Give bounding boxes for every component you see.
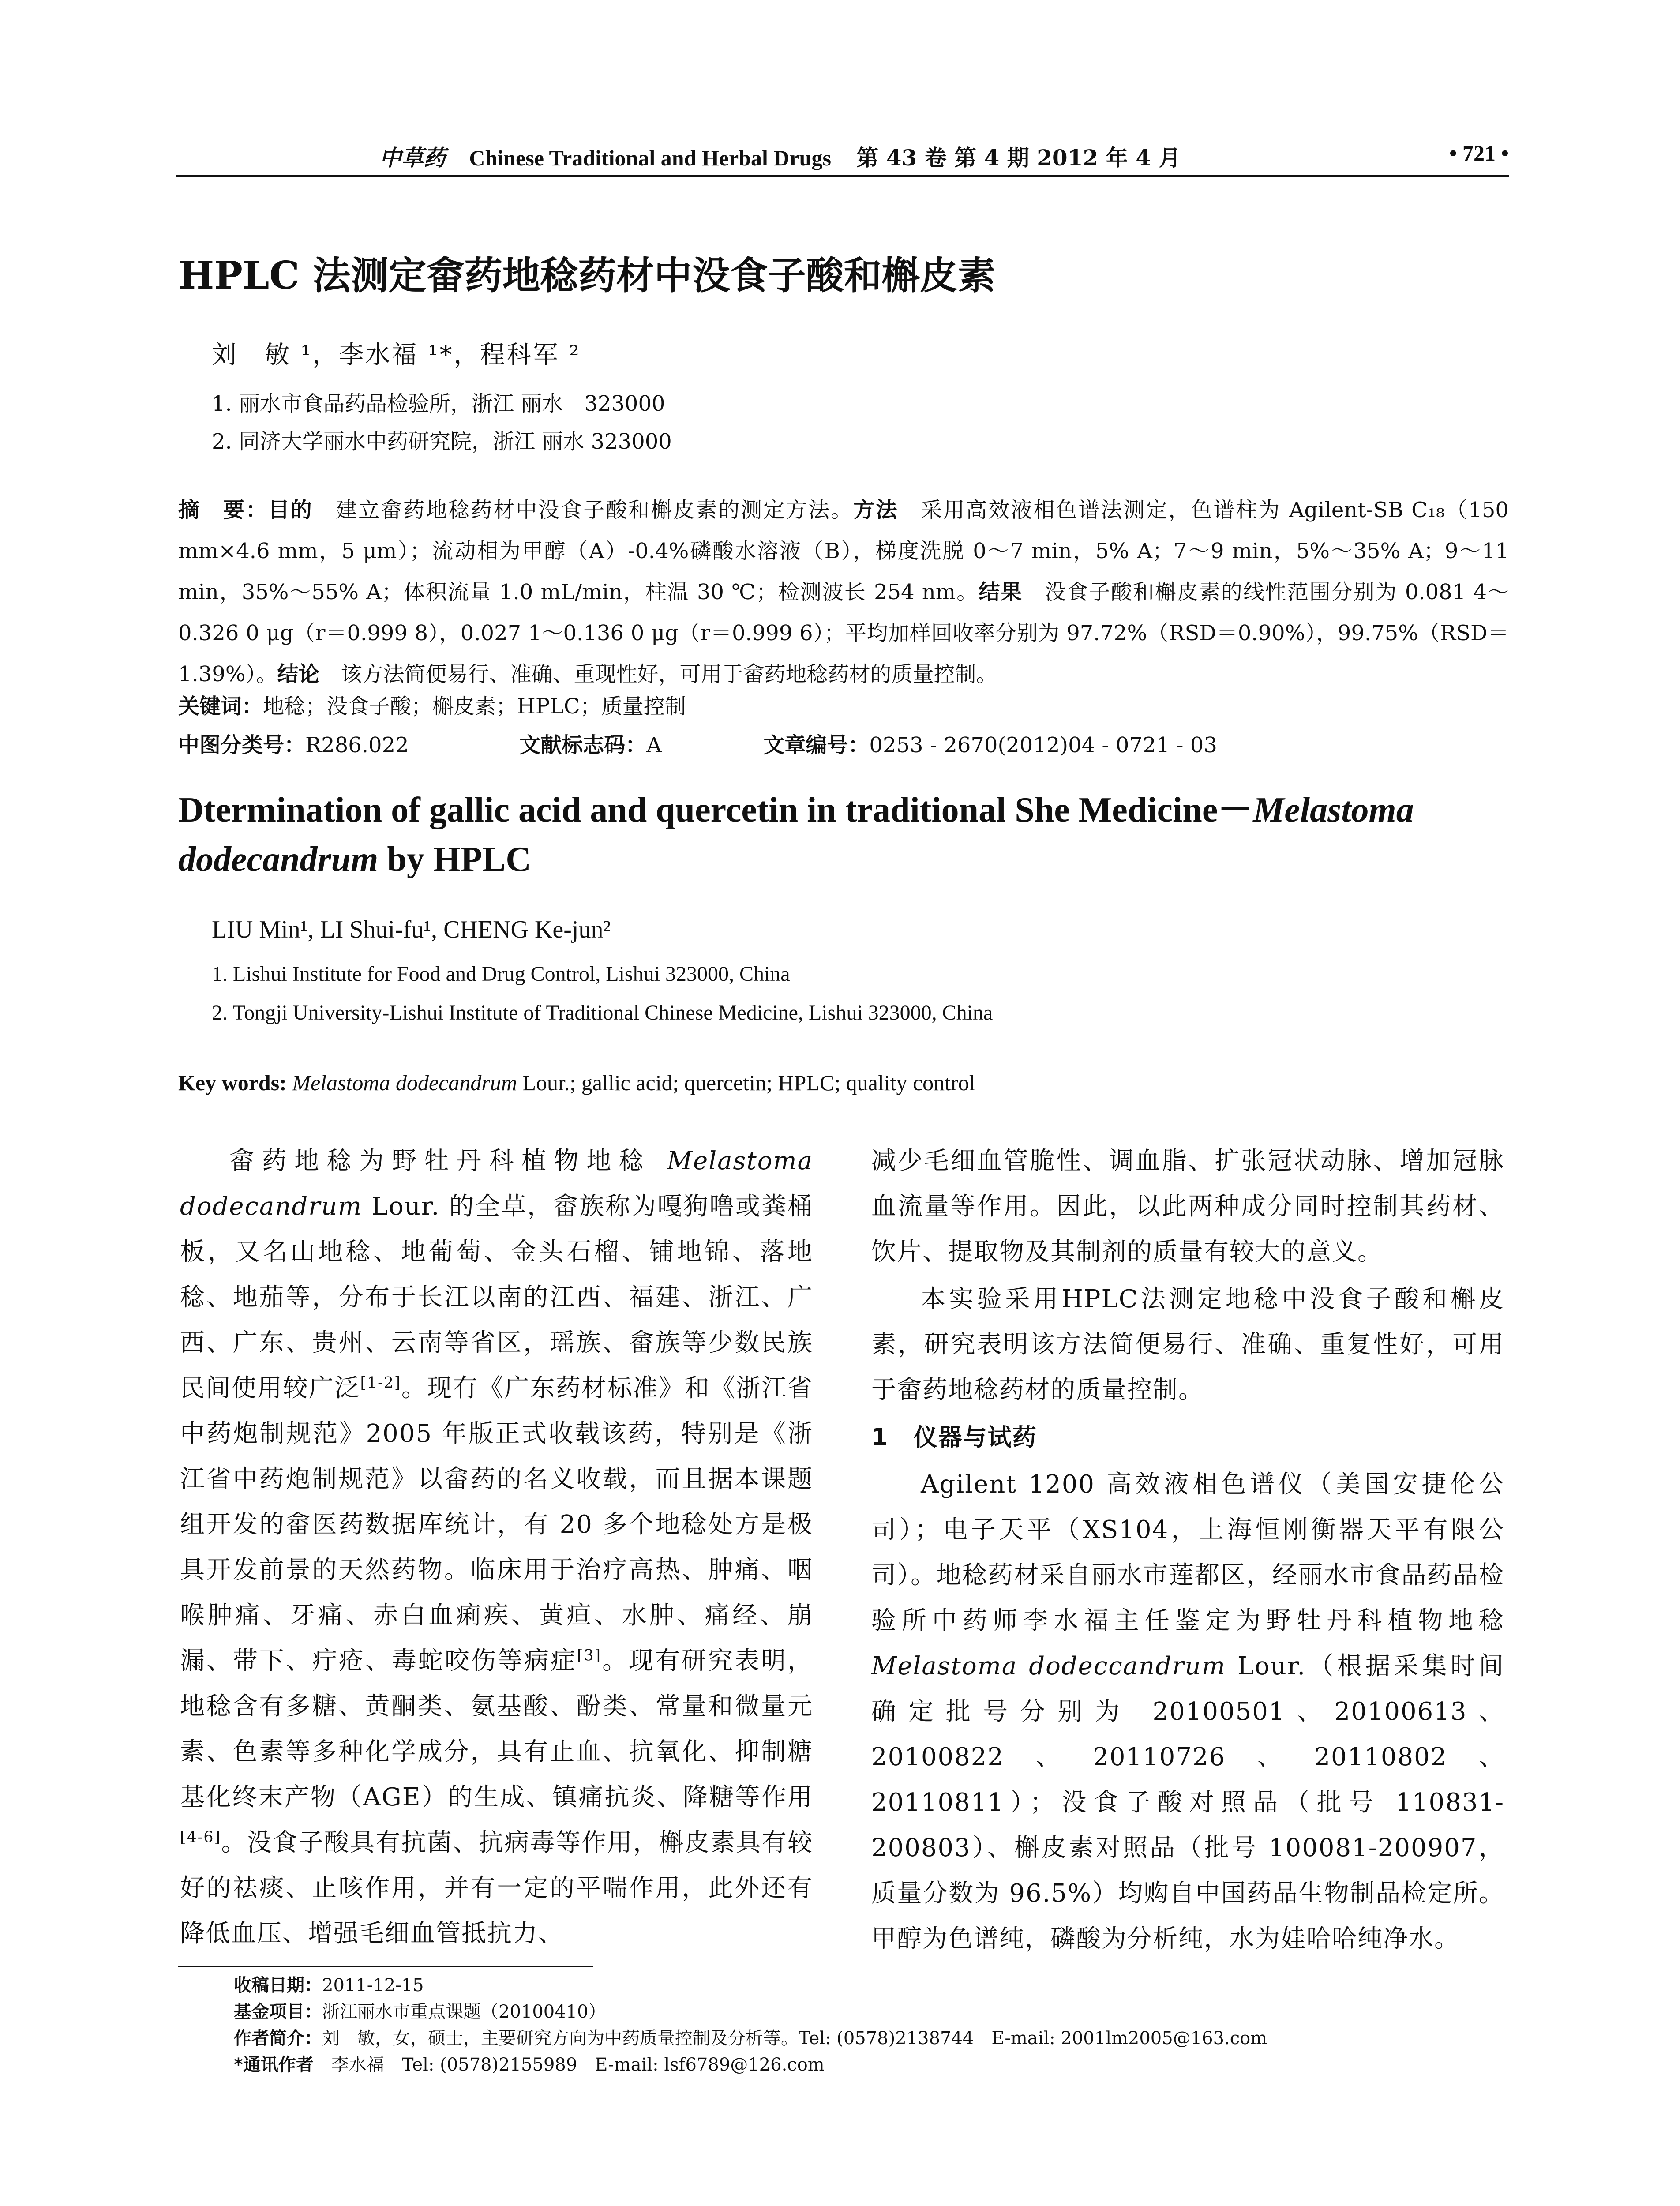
footnote-text: 李水福 Tel: (0578)2155989 E-mail: lsf6789@126.com xyxy=(313,2055,825,2075)
body-text: 。现有《广东药材标准》和《浙江省中药炮制规范》2005 年版正式收载该药，特别是《浙江省中药炮制规范》以畲药的名义收载，而且据本课题组开发的畲医药数据库统计，有 20 多个地稔处方是极具开发前景的天然药物。临床用于治疗高热、肿痛、咽喉肿痛、牙痛、赤白血痢疾、黄疸、水肿、痛经、崩漏、带下、疔疮、毒蛇咬伤等病症 xyxy=(180,1374,814,1675)
title-en-tail: by HPLC xyxy=(378,840,532,879)
journal-header xyxy=(379,140,1181,172)
footnote-text: 刘 敏，女，硕士，主要研究方向为中药质量控制及分析等。Tel: (0578)2138744 E-mail: 2001lm2005@163.com xyxy=(322,2028,1268,2048)
title-en-species: Melastoma dodecandrum xyxy=(178,791,1414,879)
body-text: 。没食子酸具有抗菌、抗病毒等作用，槲皮素具有较好的祛痰、止咳作用，并有一定的平喘作用，此外还有降低血压、增强毛细血管抵抗力、 xyxy=(180,1828,813,1948)
citation-ref: [4-6] xyxy=(180,1828,221,1846)
species-name: Melastoma dodecandrum xyxy=(180,1147,813,1221)
doc-code-label: 文献标志码： xyxy=(519,733,647,758)
body-paragraph: 减少毛细血管脆性、调血脂、扩张冠状动脉、增加冠脉血流量等作用。因此，以此两种成分同时控制其药材、饮片、提取物及其制剂的质量有较大的意义。 xyxy=(871,1147,1504,1266)
title-cn: HPLC 法测定畲药地稔药材中没食子酸和槲皮素 xyxy=(178,253,996,298)
clc-label: 中图分类号： xyxy=(178,733,306,758)
affiliation-en-2: 2. Tongji University-Lishui Institute of Traditional Chinese Medicine, Lishui 323000, China xyxy=(212,1001,993,1024)
section-heading: 1 仪器与试药 xyxy=(871,1423,1037,1451)
method-text: 采用高效液相色谱法测定，色谱柱为 Agilent-SB C₁₈（150 mm×4.6 mm，5 μm）；流动相为甲醇（A）-0.4%磷酸水溶液（B），梯度洗脱 0～7 min，5% A；7～9 min，5%～35% A；9～11 min，35%～55% A；体积流量 1.0 mL/min，柱温 30 ℃；检测波长 254 nm。 xyxy=(178,498,1509,604)
footnote-received xyxy=(234,1972,1267,1999)
citation-ref: [3] xyxy=(577,1647,602,1665)
footnote-fund xyxy=(234,1999,1267,2025)
footnote-label: *通讯作者 xyxy=(234,2055,314,2075)
keywords-cn-text: 地稔；没食子酸；槲皮素；HPLC；质量控制 xyxy=(263,694,686,719)
body-text: Agilent 1200 高效液相色谱仪（美国安捷伦公司）；电子天平（XS104，上海恒刚衡器天平有限公司）。地稔药材采自丽水市莲都区，经丽水市食品药品检验所中药师李水福主任鉴定为野牡丹科植物地稔 xyxy=(871,1470,1504,1635)
abstract xyxy=(178,490,1509,695)
footnote-corresponding xyxy=(234,2052,1267,2078)
keywords-en xyxy=(178,1070,975,1095)
clc-value: R286.022 xyxy=(305,733,409,758)
body-paragraph xyxy=(871,1462,1504,1962)
footnote-label: 收稿日期： xyxy=(234,1975,322,1996)
footnote-author-bio xyxy=(234,2025,1267,2052)
authors-cn: 刘 敏 ¹，李水福 ¹*，程科军 ² xyxy=(212,341,581,369)
footnote-rule xyxy=(178,1966,593,1967)
species-name: Melastoma dodeccandrum xyxy=(871,1652,1226,1681)
conclusion-text: 该方法简便易行、准确、重现性好，可用于畲药地稔药材的质量控制。 xyxy=(319,662,998,687)
article-no-value: 0253 - 2670(2012)04 - 0721 - 03 xyxy=(869,733,1217,758)
title-en xyxy=(178,785,1511,884)
affiliation-cn-1: 1. 丽水市食品药品检验所，浙江 丽水 323000 xyxy=(212,391,665,416)
journal-logo: 中草药 xyxy=(379,145,446,171)
affiliation-cn-2: 2. 同济大学丽水中药研究院，浙江 丽水 323000 xyxy=(212,429,672,454)
body-paragraph: 本实验采用HPLC法测定地稔中没食子酸和槲皮素，研究表明该方法简便易行、准确、重复性好，可用于畲药地稔药材的质量控制。 xyxy=(871,1285,1504,1404)
header-rule xyxy=(176,175,1509,177)
keywords-cn xyxy=(178,689,686,720)
abstract-label: 摘 要： xyxy=(178,498,269,522)
result-text: 没食子酸和槲皮素的线性范围分别为 0.081 4～0.326 0 μg（r＝0.999 8），0.027 1～0.136 0 μg（r＝0.999 6）；平均加样回收率分别为 97.72%（RSD＝0.90%），99.75%（RSD＝1.39%）。 xyxy=(178,580,1509,687)
keywords-en-text: Lour.; gallic acid; quercetin; HPLC; quality control xyxy=(517,1070,975,1095)
authors-en: LIU Min¹, LI Shui-fu¹, CHENG Ke-jun² xyxy=(212,916,611,943)
journal-issue: 第 43 卷 第 4 期 2012 年 4 月 xyxy=(856,145,1181,171)
classification-line xyxy=(178,728,1217,758)
keywords-en-species: Melastoma dodecandrum xyxy=(292,1070,517,1095)
keywords-cn-label: 关键词： xyxy=(178,694,263,719)
doc-code-value: A xyxy=(646,733,662,758)
body-text: 。现有研究表明，地稔含有多糖、黄酮类、氨基酸、酚类、常量和微量元素、色素等多种化学成分，具有止血、抗氧化、抑制糖基化终末产物（AGE）的生成、镇痛抗炎、降糖等作用 xyxy=(180,1647,814,1812)
objective-label: 目的 xyxy=(268,498,314,522)
footnote-text: 2011-12-15 xyxy=(322,1975,424,1996)
journal-name: Chinese Traditional and Herbal Drugs xyxy=(469,146,831,170)
running-header xyxy=(176,140,1509,176)
result-label: 结果 xyxy=(979,580,1023,604)
article-no-label: 文章编号： xyxy=(763,733,870,758)
body-column-right xyxy=(871,1138,1504,1962)
body-text: Lour.（根据采集时间确定批号分别为 20100501、20100613、20100822、20110726、20110802、20110811）；没食子酸对照品（批号 110831-200803）、槲皮素对照品（批号 100081-200907，质量分数为 96.5%）均购自中国药品生物制品检定所。甲醇为色谱纯，磷酸为分析纯，水为娃哈哈纯净水。 xyxy=(871,1652,1504,1953)
method-label: 方法 xyxy=(853,498,899,522)
page-number: • 721 • xyxy=(1449,141,1509,165)
footnotes xyxy=(234,1972,1267,2078)
keywords-en-label: Key words: xyxy=(178,1070,287,1095)
footnote-text: 浙江丽水市重点课题（20100410） xyxy=(322,2002,606,2022)
body-paragraph xyxy=(180,1138,813,1956)
conclusion-label: 结论 xyxy=(277,662,320,687)
affiliation-en-1: 1. Lishui Institute for Food and Drug Control, Lishui 323000, China xyxy=(212,962,790,986)
objective-text: 建立畲药地稔药材中没食子酸和槲皮素的测定方法。 xyxy=(313,498,854,522)
body-text: 畲药地稔为野牡丹科植物地稔 xyxy=(229,1147,667,1175)
citation-ref: [1-2] xyxy=(360,1374,401,1392)
footnote-label: 基金项目： xyxy=(234,2002,322,2022)
title-en-main: Dtermination of gallic acid and quercetin in traditional She Medicine－ xyxy=(178,791,1253,829)
body-text: Lour. 的全草，畲族称为嘎狗噜或粪桶板，又名山地稔、地葡萄、金头石榴、铺地锦、落地稔、地茄等，分布于长江以南的江西、福建、浙江、广西、广东、贵州、云南等省区，瑶族、畲族等少数民族民间使用较广泛 xyxy=(180,1192,813,1403)
footnote-label: 作者简介： xyxy=(234,2028,322,2048)
body-column-left xyxy=(180,1138,813,1956)
